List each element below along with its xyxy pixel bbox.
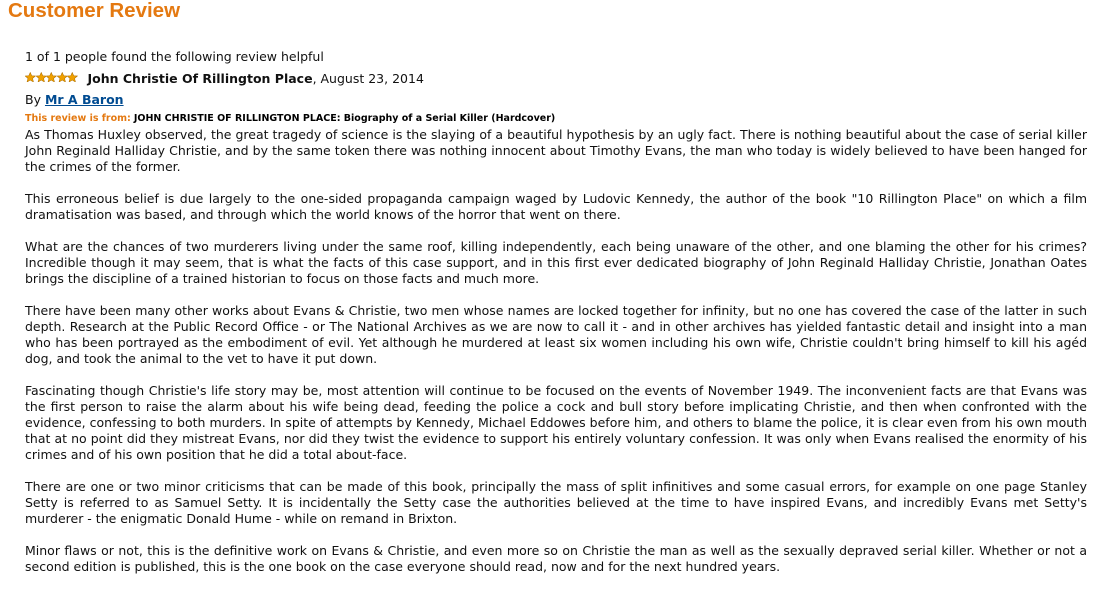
star-icon [57,72,68,83]
review-paragraph: As Thomas Huxley observed, the great tragedy of science is the slaying of a beautiful hypothesis by an ugly fact. There is nothing beautiful about the case of serial killer John Reginald Halliday Christie, and by the same token there was nothing innocent about Timothy Evans, the man who today is widely believed to have been hanged for the crimes of the former. [25,127,1087,174]
star-rating [25,72,78,83]
page-title: Customer Review [8,0,181,22]
star-icon [36,72,47,83]
star-icon [25,72,36,83]
by-label: By [25,92,41,107]
star-icon [67,72,78,83]
review-source [25,111,1087,126]
review-paragraph: Minor flaws or not, this is the definitive work on Evans & Christie, and even more so on Christie the man as well as the sexually depraved serial killer. Whether or not a second edition is published, this is the one book on the case everyone should read, now and for the next hundred years. [25,543,1087,574]
review-paragraph: Fascinating though Christie's life story may be, most attention will continue to be focused on the events of November 1949. The inconvenient facts are that Evans was the first person to raise the alarm about his wife being dead, feeding the police a cock and bull story before implicating Christie, and then when confronted with the evidence, confessing to both murders. In spite of attempts by Kennedy, Michael Eddowes before him, and others to blame the police, it is clear even from his own mouth that at no point did they mistreat Evans, nor did they twist the evidence to support his entirely voluntary confession. It was only when Evans realised the enormity of his crimes and of his own position that he did a total about-face. [25,383,1087,462]
star-icon [46,72,57,83]
review-paragraph: What are the chances of two murderers living under the same roof, killing independently, each being unaware of the other, and one blaming the other for his crimes? Incredible though it may seem, that is what the facts of this case support, and in this first ever dedicated biography of John Reginald Halliday Christie, Jonathan Oates brings the discipline of a trained historian to focus on those facts and much more. [25,239,1087,286]
review-body [25,127,1087,575]
review-title: John Christie Of Rillington Place [87,70,313,86]
review-paragraph: There are one or two minor criticisms that can be made of this book, principally the mass of split infinitives and some casual errors, for example on one page Stanley Setty is referred to as Samuel Setty. It is incidentally the Setty case the authorities believed at the time to have inspired Evans, and incredibly Evans met Setty's murderer - the enigmatic Donald Hume - while on remand in Brixton. [25,479,1087,526]
byline [25,91,1087,109]
review-container [25,47,1087,591]
review-date: , August 23, 2014 [312,70,424,86]
review-title-row [25,69,1087,87]
review-source-product: JOHN CHRISTIE OF RILLINGTON PLACE: Biography of a Serial Killer (Hardcover) [133,113,556,124]
reviewer-name-link[interactable]: Mr A Baron [44,92,124,107]
review-paragraph: There have been many other works about Evans & Christie, two men whose names are locked together for infinity, but no one has covered the case of the latter in such depth. Research at the Public Record Office - or The National Archives as we are now to call it - and in other archives has yielded fantastic detail and insight into a man who has been portrayed as the embodiment of evil. Yet although he murdered at least six women including his own wife, Christie couldn't bring himself to kill his agéd dog, and took the animal to the vet to have it put down. [25,303,1087,366]
review-source-label: This review is from: [25,113,131,124]
review-paragraph: This erroneous belief is due largely to the one-sided propaganda campaign waged by Ludovic Kennedy, the author of the book "10 Rillington Place" on which a film dramatisation was based, and through which the world knows of the horror that went on there. [25,191,1087,222]
helpful-votes-text: 1 of 1 people found the following review helpful [25,49,324,64]
